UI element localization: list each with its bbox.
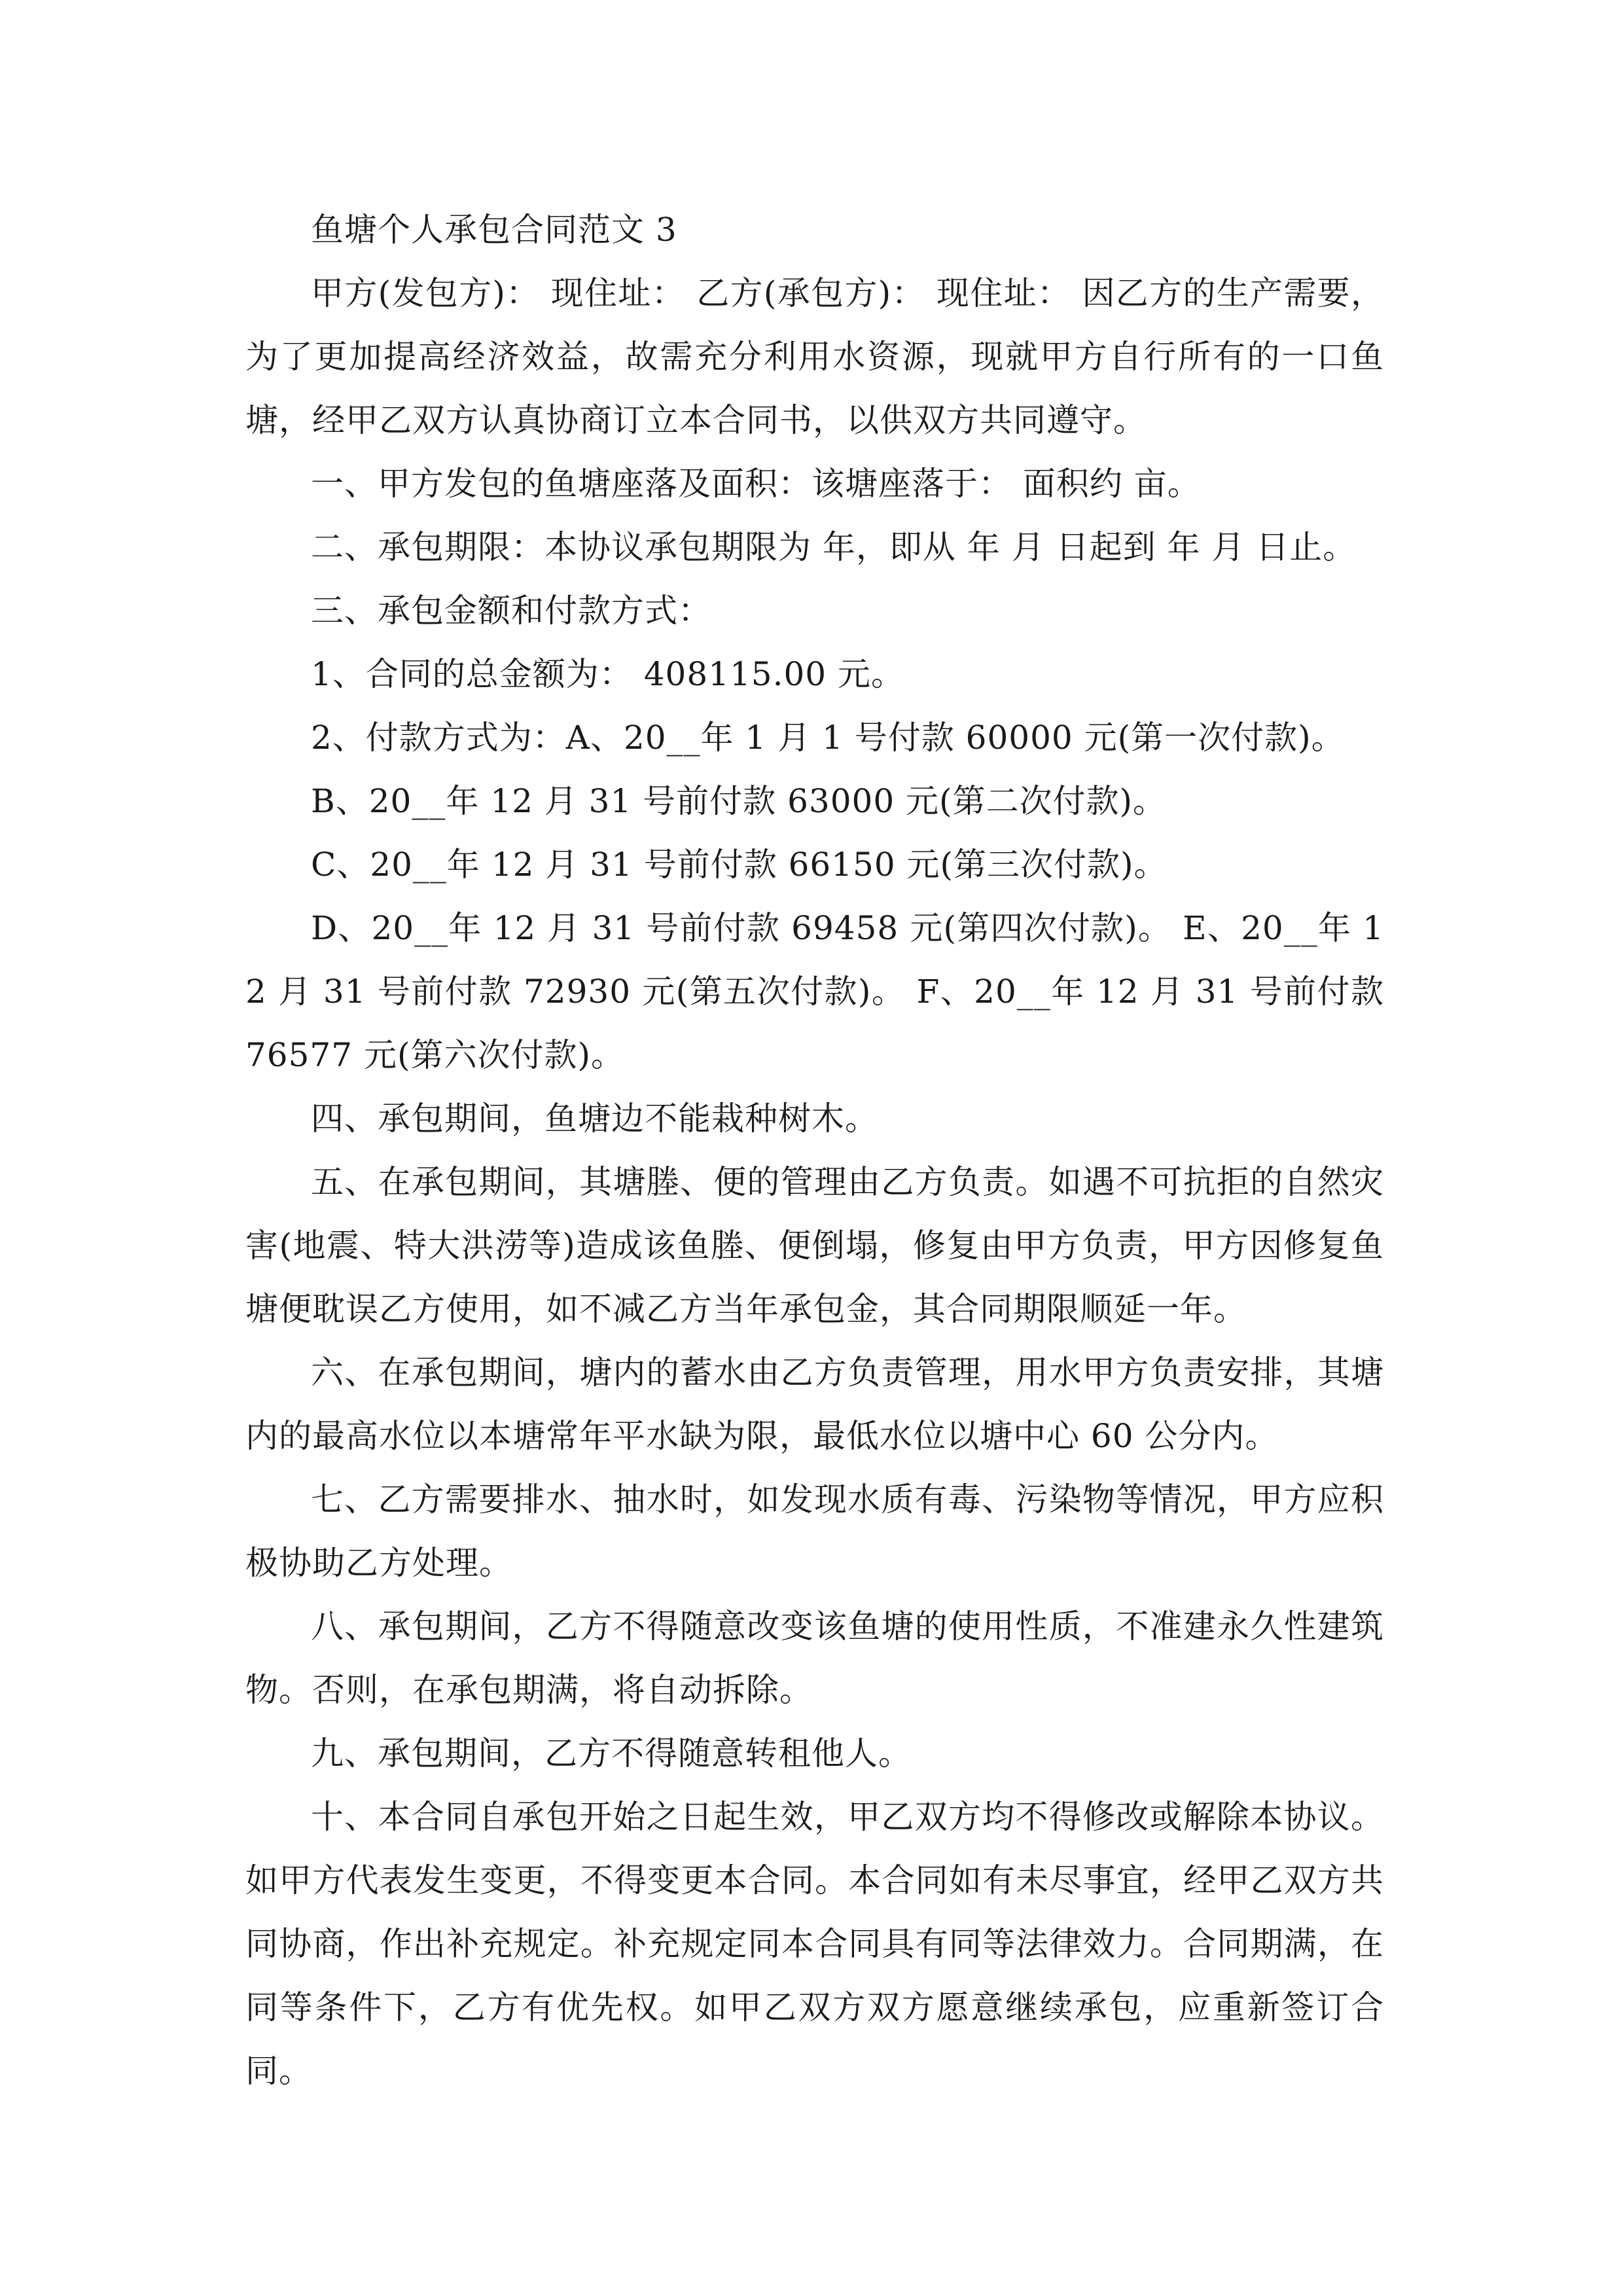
paragraph-payment-b: B、20__年 12 月 31 号前付款 63000 元(第二次付款)。 — [311, 782, 1167, 820]
paragraph-clause-5: 五、在承包期间，其塘塍、便的管理由乙方负责。如遇不可抗拒的自然灾害(地震、特大洪涝等)造成该鱼塍、便倒塌，修复由甲方负责，甲方因修复鱼塘便耽误乙方使用，如不减乙方当年承包金，其合同期限顺延一年。 — [245, 1163, 1384, 1328]
document-body — [245, 198, 1384, 2103]
paragraph-clause-1: 一、甲方发包的鱼塘座落及面积：该塘座落于： 面积约 亩。 — [311, 465, 1201, 503]
paragraph-clause-10: 十、本合同自承包开始之日起生效，甲乙双方均不得修改或解除本协议。如甲方代表发生变更，不得变更本合同。本合同如有未尽事宜，经甲乙双方共同协商，作出补充规定。补充规定同本合同具有同等法律效力。合同期满，在同等条件下，乙方有优先权。如甲乙双方双方愿意继续承包，应重新签订合同。 — [245, 1798, 1384, 2090]
paragraph-parties: 甲方(发包方)： 现住址： 乙方(承包方)： 现住址： 因乙方的生产需要，为了更加提高经济效益，故需充分利用水资源，现就甲方自行所有的一口鱼塘，经甲乙双方认真协商订立本合同书，以供双方共同遵守。 — [245, 274, 1384, 439]
paragraph-payment-c: C、20__年 12 月 31 号前付款 66150 元(第三次付款)。 — [311, 846, 1168, 884]
paragraph-clause-3: 三、承包金额和付款方式： — [311, 592, 711, 630]
paragraph-clause-7: 七、乙方需要排水、抽水时，如发现水质有毒、污染物等情况，甲方应积极协助乙方处理。 — [245, 1480, 1384, 1582]
paragraph-clause-4: 四、承包期间，鱼塘边不能栽种树木。 — [311, 1100, 878, 1138]
paragraph-clause-2: 二、承包期限：本协议承包期限为 年，即从 年 月 日起到 年 月 日止。 — [311, 528, 1357, 566]
paragraph-payment-a: 2、付款方式为：A、20__年 1 月 1 号付款 60000 元(第一次付款)。 — [311, 719, 1345, 757]
paragraph-payment-def: D、20__年 12 月 31 号前付款 69458 元(第四次付款)。 E、20__年 12 月 31 号前付款 72930 元(第五次付款)。 F、20__年 12 月 31 号前付款 76577 元(第六次付款)。 — [245, 909, 1384, 1074]
document-title: 鱼塘个人承包合同范文 3 — [311, 211, 677, 249]
paragraph-total-amount: 1、合同的总金额为： 408115.00 元。 — [311, 655, 904, 693]
paragraph-clause-8: 八、承包期间，乙方不得随意改变该鱼塘的使用性质，不准建永久性建筑物。否则，在承包期满，将自动拆除。 — [245, 1607, 1384, 1709]
paragraph-clause-6: 六、在承包期间，塘内的蓄水由乙方负责管理，用水甲方负责安排，其塘内的最高水位以本塘常年平水缺为限，最低水位以塘中心 60 公分内。 — [245, 1354, 1384, 1455]
paragraph-clause-9: 九、承包期间，乙方不得随意转租他人。 — [311, 1734, 912, 1772]
